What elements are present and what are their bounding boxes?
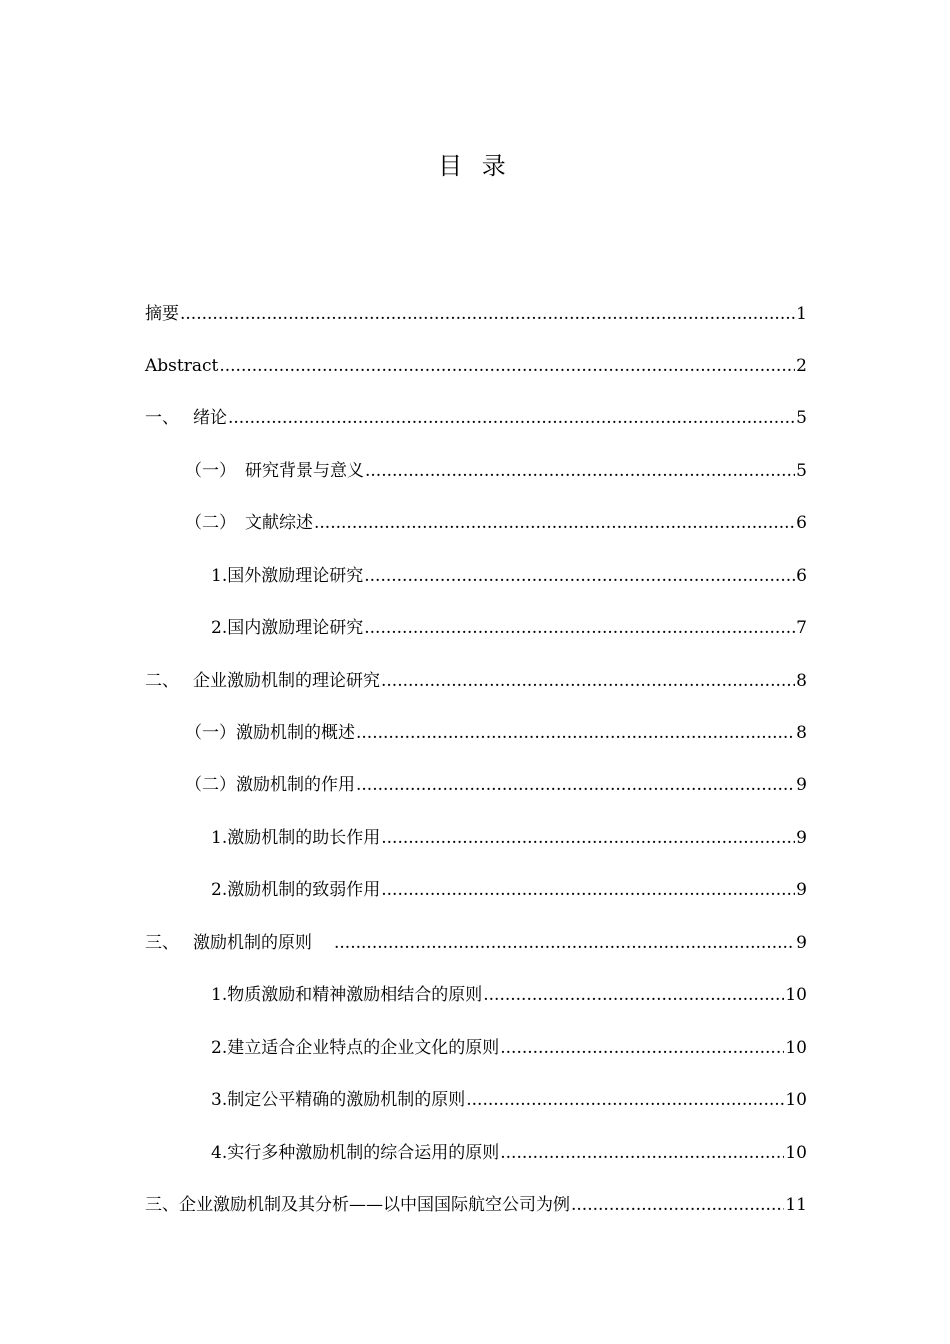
toc-entry-subsection-3-1[interactable]	[145, 981, 807, 1009]
toc-entry-label: 文献综述	[245, 513, 313, 533]
dot-leader	[381, 824, 795, 852]
toc-entry-label: 三、企业激励机制及其分析——以中国国际航空公司为例	[145, 1195, 570, 1215]
toc-entry-page: 6	[796, 566, 807, 586]
toc-entry-number: 一、	[145, 408, 179, 428]
toc-entry-section-2-1[interactable]	[145, 719, 807, 747]
toc-entry-page: 10	[785, 1090, 807, 1110]
toc-entry-chapter-2[interactable]	[145, 667, 807, 695]
toc-entry-page: 1	[796, 304, 807, 324]
dot-leader	[381, 876, 795, 904]
toc-entry-chapter-3[interactable]	[145, 929, 807, 957]
toc-entry-page: 9	[796, 933, 807, 953]
toc-entry-page: 10	[785, 1143, 807, 1163]
dot-leader	[356, 719, 795, 747]
dot-leader	[314, 509, 795, 537]
dot-leader	[381, 667, 795, 695]
dot-leader	[500, 1034, 784, 1062]
toc-entry-label: （一）激励机制的概述	[185, 723, 355, 743]
dot-leader	[219, 352, 795, 380]
dot-leader	[180, 300, 795, 328]
toc-entry-label: 2.国内激励理论研究	[211, 618, 364, 638]
toc-entry-page: 6	[796, 513, 807, 533]
toc-entry-page: 2	[796, 356, 807, 376]
dot-leader	[365, 457, 795, 485]
dot-leader	[483, 981, 784, 1009]
toc-entry-subsection-2-2-1[interactable]	[145, 824, 807, 852]
dot-leader	[334, 929, 795, 957]
dot-leader	[228, 404, 795, 432]
toc-entry-page: 9	[796, 775, 807, 795]
toc-entry-label: 激励机制的原则	[193, 933, 312, 953]
toc-entry-number: 二、	[145, 671, 179, 691]
toc-entry-label: 研究背景与意义	[245, 461, 364, 481]
toc-entry-label: 企业激励机制的理论研究	[193, 671, 380, 691]
toc-entry-section-1-2[interactable]	[145, 509, 807, 537]
toc-entry-chapter-3-case[interactable]	[145, 1191, 807, 1219]
toc-entry-label: 2.建立适合企业特点的企业文化的原则	[211, 1038, 500, 1058]
toc-entry-label: 1.激励机制的助长作用	[211, 828, 381, 848]
toc-entry-number: 三、	[145, 933, 179, 953]
toc-title: 目 录	[438, 152, 512, 180]
toc-entry-page: 5	[796, 408, 807, 428]
toc-entry-label: 摘要	[145, 304, 179, 324]
toc-entry-abstract-cn[interactable]	[145, 300, 807, 328]
toc-entry-section-2-2[interactable]	[145, 771, 807, 799]
toc-entry-label: 2.激励机制的致弱作用	[211, 880, 381, 900]
toc-entry-page: 8	[796, 723, 807, 743]
toc-entry-label: （二）激励机制的作用	[185, 775, 355, 795]
toc-entry-page: 8	[796, 671, 807, 691]
dot-leader	[364, 562, 795, 590]
toc-entry-page: 5	[796, 461, 807, 481]
toc-entry-subsection-3-2[interactable]	[145, 1034, 807, 1062]
toc-entry-number: （一）	[185, 461, 236, 481]
toc-entry-label: 4.实行多种激励机制的综合运用的原则	[211, 1143, 500, 1163]
toc-entry-label: Abstract	[145, 356, 219, 376]
toc-entry-abstract-en[interactable]	[145, 352, 807, 380]
toc-entry-label: 绪论	[193, 408, 227, 428]
toc-entry-page: 9	[796, 880, 807, 900]
toc-entry-subsection-1-2-1[interactable]	[145, 562, 807, 590]
toc-entry-page: 7	[796, 618, 807, 638]
toc-entry-page: 10	[785, 985, 807, 1005]
toc-entry-subsection-2-2-2[interactable]	[145, 876, 807, 904]
toc-entry-page: 9	[796, 828, 807, 848]
toc-entry-label: 3.制定公平精确的激励机制的原则	[211, 1090, 466, 1110]
dot-leader	[571, 1191, 784, 1219]
toc-entry-page: 11	[785, 1195, 807, 1215]
toc-entry-page: 10	[785, 1038, 807, 1058]
toc-entry-label: 1.物质激励和精神激励相结合的原则	[211, 985, 483, 1005]
dot-leader	[500, 1139, 784, 1167]
toc-entry-label: 1.国外激励理论研究	[211, 566, 364, 586]
dot-leader	[364, 614, 795, 642]
toc-entry-section-1-1[interactable]	[145, 457, 807, 485]
dot-leader	[466, 1086, 784, 1114]
toc-entry-subsection-3-4[interactable]	[145, 1139, 807, 1167]
dot-leader	[356, 771, 795, 799]
toc-entry-subsection-3-3[interactable]	[145, 1086, 807, 1114]
toc-entry-subsection-1-2-2[interactable]	[145, 614, 807, 642]
toc-entry-chapter-1[interactable]	[145, 404, 807, 432]
toc-entry-number: （二）	[185, 513, 236, 533]
